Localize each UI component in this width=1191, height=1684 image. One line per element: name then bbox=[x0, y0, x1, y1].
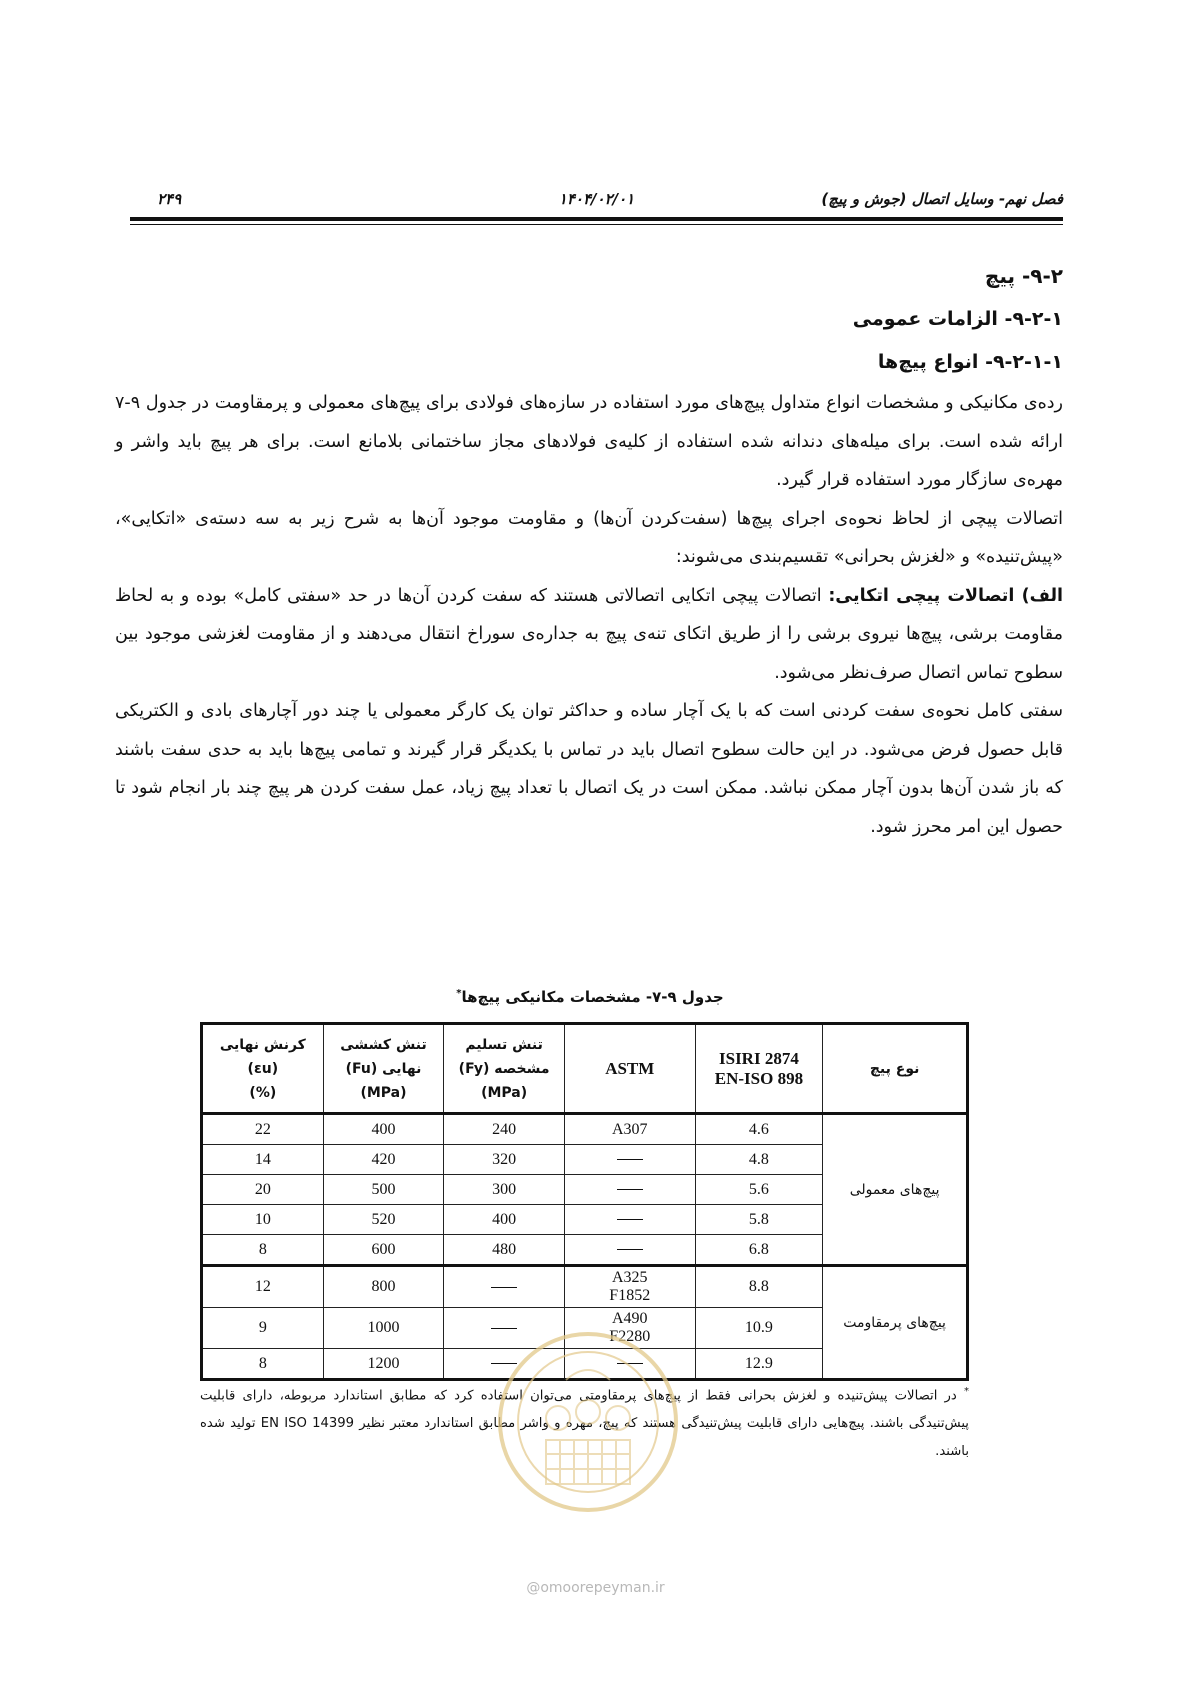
cell-fy bbox=[444, 1266, 565, 1308]
watermark-url: @omoorepeyman.ir bbox=[526, 1580, 665, 1596]
cell-astm bbox=[564, 1205, 695, 1235]
cell-fu: 1000 bbox=[323, 1308, 444, 1349]
table-row bbox=[202, 1266, 968, 1308]
chapter-title: فصل نهم- وسایل اتصال (جوش و پیچ) bbox=[821, 190, 1063, 208]
subsubsection-heading: ۹-۲-۱-۱- انواع پیچ‌ها bbox=[877, 351, 1063, 373]
cell-grade: 4.8 bbox=[695, 1145, 823, 1175]
body-content bbox=[115, 255, 1063, 846]
paragraph-lead: الف) اتصالات پیچی اتکایی: bbox=[828, 585, 1064, 606]
dash-mark bbox=[491, 1328, 517, 1329]
cell-astm bbox=[564, 1145, 695, 1175]
dash-mark bbox=[617, 1189, 643, 1190]
cell-fy: 400 bbox=[444, 1205, 565, 1235]
cell-eu: 12 bbox=[202, 1266, 324, 1308]
cell-astm: A307 bbox=[564, 1114, 695, 1145]
cell-grade: 6.8 bbox=[695, 1235, 823, 1266]
header-bolt-type: نوع پیچ bbox=[823, 1024, 968, 1114]
cell-grade: 4.6 bbox=[695, 1114, 823, 1145]
header-grade: ISIRI 2874 EN-ISO 898 bbox=[695, 1024, 823, 1114]
cell-astm bbox=[564, 1235, 695, 1266]
cell-fu: 600 bbox=[323, 1235, 444, 1266]
cell-fy: 300 bbox=[444, 1175, 565, 1205]
cell-grade: 5.6 bbox=[695, 1175, 823, 1205]
cell-eu: 8 bbox=[202, 1235, 324, 1266]
cell-fy: 240 bbox=[444, 1114, 565, 1145]
cell-grade: 5.8 bbox=[695, 1205, 823, 1235]
cell-eu: 20 bbox=[202, 1175, 324, 1205]
cell-grade: 12.9 bbox=[695, 1349, 823, 1380]
cell-astm: A325 F1852 bbox=[564, 1266, 695, 1308]
cell-eu: 22 bbox=[202, 1114, 324, 1145]
cell-fu: 500 bbox=[323, 1175, 444, 1205]
paragraph-body: اتصالات پیچی اتکایی اتصالاتی هستند که سفت کردن آن‌ها در حد «سفتی کامل» بوده و به لحاظ مقاومت برشی، پیچ‌ها نیروی برشی را از طریق اتکای تنه‌ی پیچ به جداره‌ی سوراخ انتقال می‌دهند و از مقاومت لغزشی موجود بین سطوح تماس اتصال صرف‌نظر می‌شود. bbox=[115, 585, 1063, 683]
cell-eu: 9 bbox=[202, 1308, 324, 1349]
cell-fu: 1200 bbox=[323, 1349, 444, 1380]
cell-fy: 320 bbox=[444, 1145, 565, 1175]
section-heading: ۹-۲- پیچ bbox=[984, 264, 1063, 288]
header-astm: ASTM bbox=[564, 1024, 695, 1114]
seal-emblems bbox=[546, 1370, 630, 1430]
cell-astm bbox=[564, 1175, 695, 1205]
footnote-mark: * bbox=[964, 1386, 969, 1397]
cell-eu: 14 bbox=[202, 1145, 324, 1175]
page-header bbox=[130, 190, 1063, 212]
header-date: ۱۴۰۴/۰۲/۰۱ bbox=[558, 190, 635, 208]
watermark-seal bbox=[496, 1330, 680, 1514]
table-caption bbox=[200, 988, 980, 1006]
dash-mark bbox=[617, 1249, 643, 1250]
table-row bbox=[202, 1114, 968, 1145]
header-rule-thin bbox=[130, 224, 1063, 225]
cell-fy: 480 bbox=[444, 1235, 565, 1266]
cell-grade: 8.8 bbox=[695, 1266, 823, 1308]
seal-grid bbox=[546, 1440, 630, 1484]
caption-footnote-mark: * bbox=[456, 988, 462, 999]
table-caption-text: جدول ۹-۷- مشخصات مکانیکی پیچ‌ها bbox=[461, 988, 724, 1006]
cell-astm: A490 F2280 bbox=[564, 1308, 695, 1349]
dash-mark bbox=[617, 1159, 643, 1160]
header-yield-stress: تنش تسلیم مشخصه (Fy) (MPa) bbox=[444, 1024, 565, 1114]
bolt-spec-table bbox=[200, 1022, 969, 1381]
cell-eu: 8 bbox=[202, 1349, 324, 1380]
group-high-strength-bolts: پیچ‌های پرمقاومت bbox=[823, 1266, 968, 1380]
table-header-row bbox=[202, 1024, 968, 1114]
header-ultimate-strain: کرنش نهایی (εu) (%) bbox=[202, 1024, 324, 1114]
cell-grade: 10.9 bbox=[695, 1308, 823, 1349]
paragraph: رده‌ی مکانیکی و مشخصات انواع متداول پیچ‌های مورد استفاده در سازه‌های فولادی برای پیچ‌های معمولی و پرمقاومت در جدول ۹-۷ ارائه شده است. برای میله‌های دندانه شده استفاده از کلیه‌ی فولادهای مجاز ساختمانی بلامانع است. برای هر پیچ باید واشر و مهره‌ی سازگار مورد استفاده قرار گیرد. bbox=[115, 393, 1063, 490]
footnote-text: در اتصالات پیش‌تنیده و لغزش بحرانی فقط از پیچ‌های پرمقاومتی می‌توان استفاده کرد که مطابق استاندارد مربوطه، دارای قابلیت پیش‌تنیدگی باشند. پیچ‌هایی دارای قابلیت پیش‌تنیدگی هستند که پیچ، مهره و واشر مطابق استاندارد معتبر نظیر EN ISO 14399 تولید شده باشند. bbox=[200, 1388, 969, 1460]
dash-mark bbox=[617, 1219, 643, 1220]
dash-mark bbox=[491, 1287, 517, 1288]
cell-eu: 10 bbox=[202, 1205, 324, 1235]
paragraph: اتصالات پیچی از لحاظ نحوه‌ی اجرای پیچ‌ها (سفت‌کردن آن‌ها) و مقاومت موجود آن‌ها به شرح زیر به سه دسته‌ی «اتکایی»، «پیش‌تنیده» و «لغزش بحرانی» تقسیم‌بندی می‌شوند: bbox=[115, 508, 1063, 567]
subsection-heading: ۹-۲-۱- الزامات عمومی bbox=[852, 308, 1063, 330]
paragraph: سفتی کامل نحوه‌ی سفت کردنی است که با یک آچار ساده و حداکثر توان یک کارگر معمولی یا چند دور آچارهای بادی و الکتریکی قابل حصول فرض می‌شود. در این حالت سطوح اتصال باید در تماس با یکدیگر قرار گیرند و تمامی پیچ‌ها باید به حدی سفت باشند که باز شدن آن‌ها بدون آچار ممکن نباشد. ممکن است در یک اتصال با تعداد پیچ زیاد، عمل سفت کردن هر پیچ چند بار انجام شود تا حصول این امر محرز شود. bbox=[115, 701, 1063, 837]
cell-fu: 800 bbox=[323, 1266, 444, 1308]
cell-fu: 400 bbox=[323, 1114, 444, 1145]
page-number: ۲۴۹ bbox=[157, 190, 182, 208]
group-ordinary-bolts: پیچ‌های معمولی bbox=[823, 1114, 968, 1266]
cell-fu: 420 bbox=[323, 1145, 444, 1175]
header-rule-thick bbox=[130, 217, 1063, 221]
cell-fu: 520 bbox=[323, 1205, 444, 1235]
header-tensile-stress: تنش کششی نهایی (Fu) (MPa) bbox=[323, 1024, 444, 1114]
paragraph bbox=[115, 577, 1063, 693]
